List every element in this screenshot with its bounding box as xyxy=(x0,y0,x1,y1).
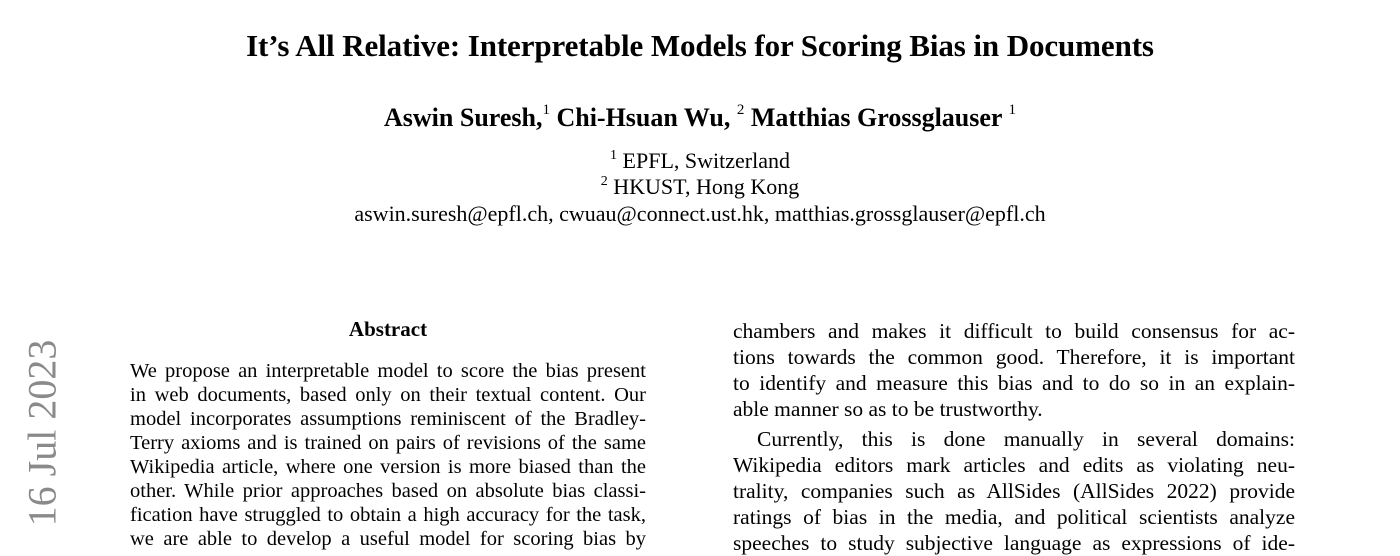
abstract-line: model incorporates assumptions reminiscent of the Bradley- xyxy=(130,408,646,430)
body-line: tions towards the common good. Therefore, it is important xyxy=(733,345,1295,369)
author-affiliation-mark: 2 xyxy=(736,102,745,119)
author-name: Chi-Hsuan Wu, xyxy=(556,103,731,132)
abstract-line: we are able to develop a useful model for scoring bias by xyxy=(130,528,646,550)
affiliation-text: HKUST, Hong Kong xyxy=(613,174,800,199)
body-line: Currently, this is done manually in several domains: xyxy=(757,427,1295,451)
abstract-line: in web documents, based only on their textual content. Our xyxy=(130,384,646,406)
affiliation-text: EPFL, Switzerland xyxy=(622,148,790,173)
abstract-line: We propose an interpretable model to score the bias present xyxy=(130,360,646,382)
author-affiliation-mark: 1 xyxy=(1008,102,1016,119)
arxiv-date-text: 16 Jul 2023 xyxy=(19,339,65,527)
author-affiliation-mark: 1 xyxy=(542,102,550,119)
body-line: speeches to study subjective language as expressions of ide- xyxy=(733,531,1295,555)
body-paragraph xyxy=(733,426,1295,556)
abstract-body xyxy=(130,359,646,551)
body-line: ratings of bias in the media, and political scientists analyze xyxy=(733,505,1295,529)
body-line: chambers and makes it difficult to build consensus for ac- xyxy=(733,319,1295,343)
affiliation-mark: 1 xyxy=(610,147,618,163)
body-column-right xyxy=(733,318,1295,556)
body-line: Wikipedia editors mark articles and edits as violating neu- xyxy=(733,453,1295,477)
author-name: Matthias Grossglauser xyxy=(750,103,1002,132)
affiliation-line xyxy=(0,148,1400,174)
body-line: trality, companies such as AllSides (AllSides 2022) provide xyxy=(733,479,1295,503)
abstract-line: other. While prior approaches based on absolute bias classi- xyxy=(130,480,646,502)
abstract-heading: Abstract xyxy=(348,317,428,341)
body-paragraph xyxy=(733,318,1295,422)
affiliation-mark: 2 xyxy=(600,173,608,189)
body-line: to identify and measure this bias and to do so in an explain- xyxy=(733,371,1295,395)
paper-title: It’s All Relative: Interpretable Models for Scoring Bias in Documents xyxy=(246,28,1154,63)
abstract-line: Wikipedia article, where one version is more biased than the xyxy=(130,456,646,478)
abstract-line: fication have struggled to obtain a high accuracy for the task, xyxy=(130,504,646,526)
affiliation-line xyxy=(0,174,1400,200)
author-list xyxy=(0,103,1400,133)
author-emails: aswin.suresh@epfl.ch, cwuau@connect.ust.hk, matthias.grossglauser@epfl.ch xyxy=(354,201,1046,226)
body-line: able manner so as to be trustworthy. xyxy=(733,397,1043,421)
author-name: Aswin Suresh, xyxy=(384,103,543,132)
abstract-line: Terry axioms and is trained on pairs of revisions of the same xyxy=(130,432,646,454)
arxiv-date-stamp xyxy=(18,322,66,544)
